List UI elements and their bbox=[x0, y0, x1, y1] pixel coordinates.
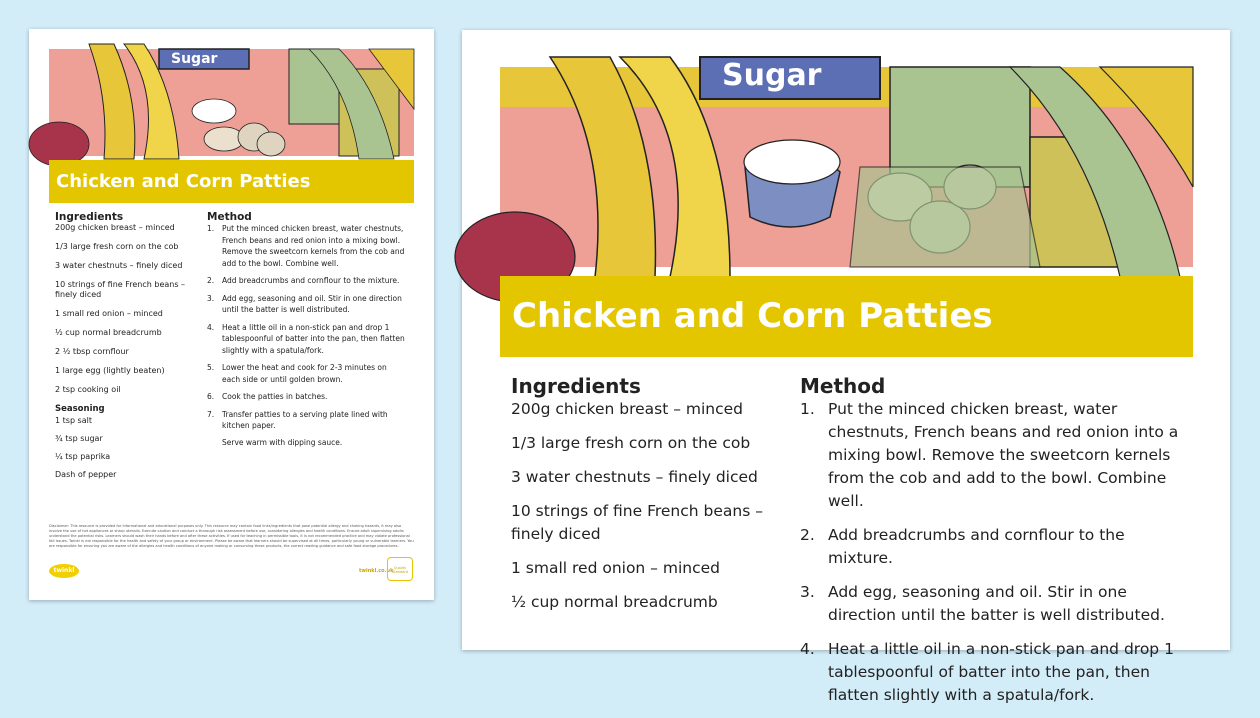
ingredients-list bbox=[511, 398, 781, 614]
method-heading: Method bbox=[800, 374, 886, 398]
ingredients-column bbox=[511, 374, 781, 625]
method-list bbox=[207, 223, 407, 432]
ingredient-item: ½ cup normal breadcrumb bbox=[55, 328, 162, 337]
ingredient-item: 2 ½ tbsp cornflour bbox=[55, 347, 129, 356]
ingredients-heading: Ingredients bbox=[511, 374, 641, 398]
method-step: 4. Heat a little oil in a non-stick pan and drop 1 tablespoonful of batter into the pan, then flatten slightly with a spatula/fork. bbox=[207, 322, 405, 355]
method-column bbox=[207, 211, 407, 447]
method-step: 1. Put the minced chicken breast, water chestnuts, French beans and red onion into a mixing bowl. Remove the sweetcorn kernels from the cob and add to the bowl. Combine well. bbox=[207, 224, 405, 268]
ingredient-item: 200g chicken breast – minced bbox=[511, 400, 744, 418]
method-step: 4. Heat a little oil in a non-stick pan and drop 1 tablespoonful of batter into the pan, then flatten slightly with a spatula/fork. bbox=[800, 640, 1174, 704]
method-step: 7. Transfer patties to a serving plate lined with kitchen paper. bbox=[207, 409, 388, 430]
ingredient-item: 10 strings of fine French beans – finely diced bbox=[55, 280, 186, 299]
recipe-title: Chicken and Corn Patties bbox=[56, 171, 311, 192]
svg-text:Sugar: Sugar bbox=[171, 51, 218, 67]
title-bar bbox=[500, 276, 1193, 357]
banner-illustration bbox=[500, 58, 1193, 267]
seasoning-heading: Seasoning bbox=[55, 404, 105, 414]
ingredient-item: 2 tsp cooking oil bbox=[55, 385, 121, 394]
footer-url: twinkl.co.uk bbox=[359, 568, 394, 574]
ingredient-item: 1/3 large fresh corn on the cob bbox=[511, 434, 751, 452]
serve-note: Serve warm with dipping sauce. bbox=[222, 437, 343, 447]
seasoning-item: Dash of pepper bbox=[55, 470, 117, 479]
method-step: 2. Add breadcrumbs and cornflour to the mixture. bbox=[800, 526, 1125, 567]
banner-illustration bbox=[49, 49, 414, 156]
seasoning-list bbox=[55, 416, 200, 480]
twinkl-logo: twinkl bbox=[49, 564, 79, 578]
ingredients-heading: Ingredients bbox=[55, 211, 124, 223]
recipe-page-thumbnail bbox=[29, 29, 434, 600]
ingredient-item: 1/3 large fresh corn on the cob bbox=[55, 242, 179, 251]
quality-badge: Quality Standard bbox=[387, 557, 413, 581]
recipe-page-zoomed bbox=[462, 30, 1230, 704]
recipe-title: Chicken and Corn Patties bbox=[512, 296, 993, 336]
seasoning-item: 1 tsp salt bbox=[55, 416, 92, 425]
disclaimer: Disclaimer: This resource is provided for informational and educational purposes only. This resource may contain food links/ingredients that pose potential allergy and choking hazards, it may also involve the use of hot appliances or sharp utensils. Execute caution and conduct a thorough risk assessment before use, considering allergies and health conditions. Ensure adult supervising adults understand the potential risks. Learners should wash their hands before and after these activities. If used for teaching in permissible tools, it is not recommended practice and may violate professional fall issues. Twinkl is not responsible for the health and safety of your group or environment. Please be aware that learners should be supervised at all times, particularly young or vulnerable learners. You are responsible for ensuring you are aware of the allergies and health conditions of anyone making or consuming these products, the correct reading guidance and safe food storage procedures. bbox=[49, 524, 414, 548]
method-heading: Method bbox=[207, 211, 252, 223]
ingredient-item: 1 large egg (lightly beaten) bbox=[55, 366, 165, 375]
ingredient-item: 3 water chestnuts – finely diced bbox=[55, 261, 183, 270]
ingredient-item: 10 strings of fine French beans – finely diced bbox=[511, 502, 763, 543]
method-step: 5. Lower the heat and cook for 2-3 minutes on each side or until golden brown. bbox=[207, 363, 387, 384]
method-list bbox=[800, 398, 1190, 707]
ingredient-item: 1 small red onion – minced bbox=[55, 309, 163, 318]
method-step: 3. Add egg, seasoning and oil. Stir in one direction until the batter is well distributed. bbox=[207, 293, 402, 314]
method-step: 6. Cook the patties in batches. bbox=[207, 392, 328, 401]
seasoning-item: ¾ tsp sugar bbox=[55, 434, 103, 443]
title-bar bbox=[49, 160, 414, 203]
ingredients-column bbox=[55, 211, 200, 488]
svg-text:Sugar: Sugar bbox=[722, 58, 822, 93]
method-column bbox=[800, 374, 1190, 718]
method-step: 3. Add egg, seasoning and oil. Stir in one direction until the batter is well distributed. bbox=[800, 583, 1165, 624]
ingredient-item: ½ cup normal breadcrumb bbox=[511, 593, 718, 611]
ingredients-list bbox=[55, 223, 200, 395]
ingredient-item: 200g chicken breast – minced bbox=[55, 223, 175, 232]
method-step: 2. Add breadcrumbs and cornflour to the mixture. bbox=[207, 276, 400, 285]
ingredient-item: 1 small red onion – minced bbox=[511, 559, 720, 577]
method-step: 1. Put the minced chicken breast, water chestnuts, French beans and red onion into a mixing bowl. Remove the sweetcorn kernels from the cob and add to the bowl. Combine well. bbox=[800, 400, 1179, 510]
seasoning-item: ¼ tsp paprika bbox=[55, 452, 111, 461]
ingredient-item: 3 water chestnuts – finely diced bbox=[511, 468, 758, 486]
